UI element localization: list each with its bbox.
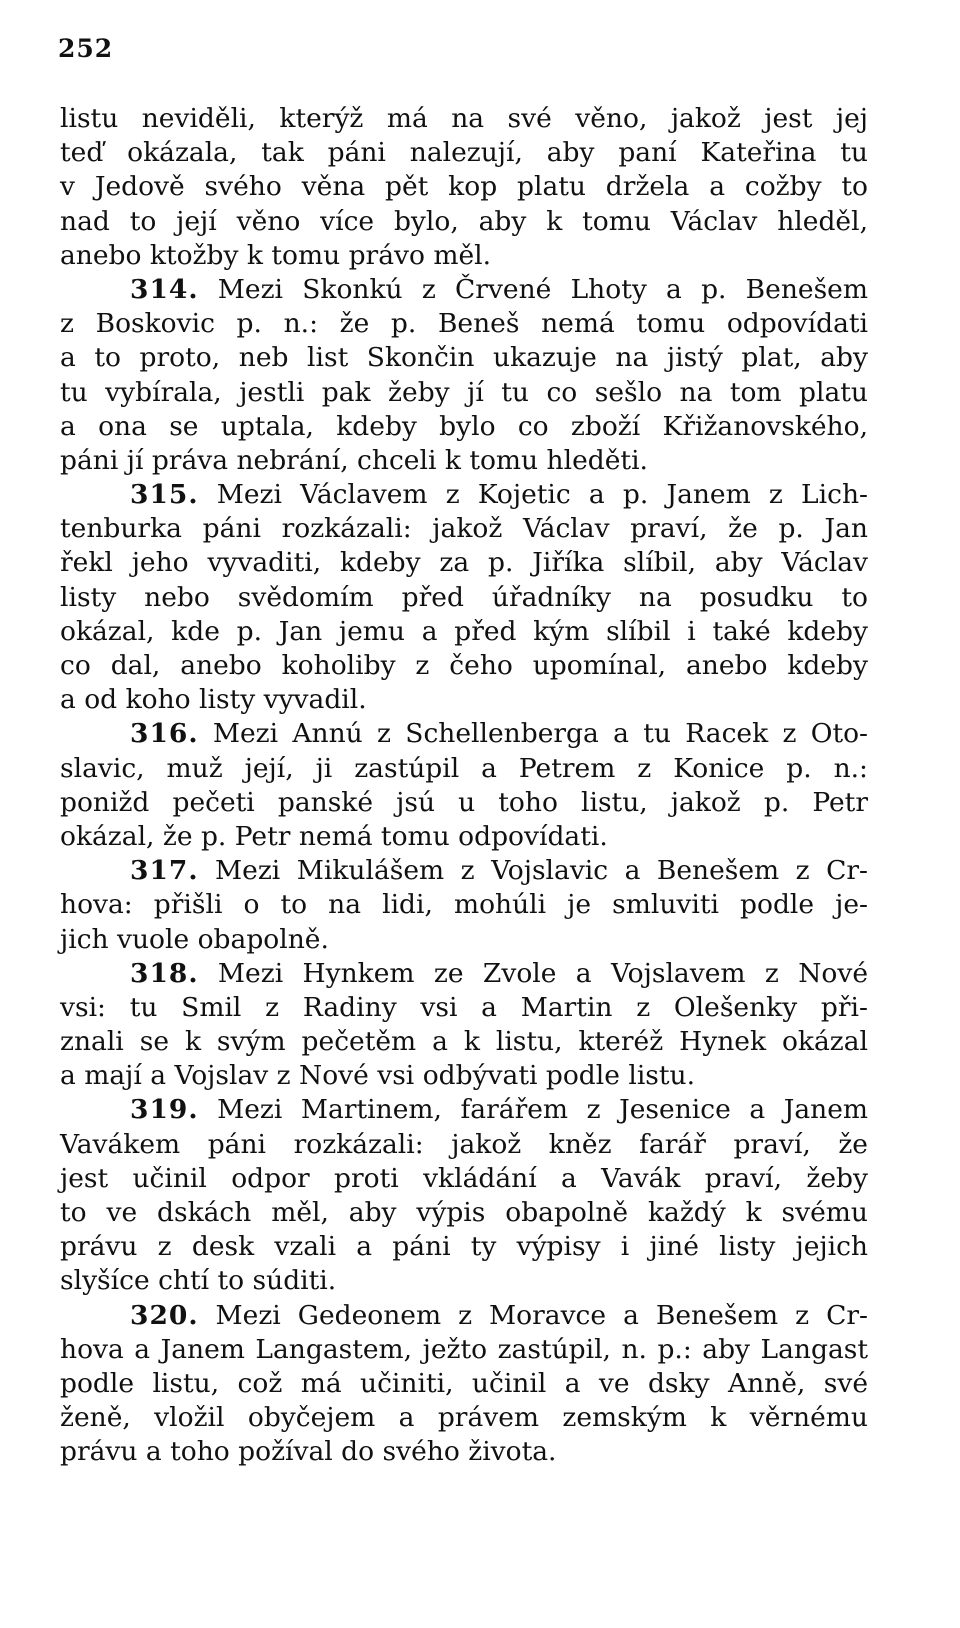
line-text: tenburka páni rozkázali: jakož Václav praví, že p. Jan [60,513,868,545]
line-text: slyšíce chtí to súditi. [60,1265,337,1297]
text-line [60,1196,868,1230]
line-text: co dal, anebo koholiby z čeho upomínal, anebo kdeby [60,650,868,681]
line-text: hova a Janem Langastem, ježto zastúpil, n. p.: aby Langast [60,1333,868,1365]
line-text: ženě, vložil obyčejem a právem zemským k věrnému [60,1402,868,1434]
line-text: a ona se uptala, kdeby bylo co zboží Křižanovského, [60,410,868,442]
text-line [60,752,868,786]
line-text: slavic, muž její, ji zastúpil a Petrem z Konice p. n.: [60,752,868,784]
entry-number: 319. [130,1094,199,1126]
line-text: Mezi Mikulášem z Vojslavic a Benešem z Cr- [198,855,868,887]
text-line [60,1128,868,1162]
line-text: jich vuole obapolně. [60,923,329,955]
text-line [60,410,868,444]
line-text: Vavákem páni rozkázali: jakož kněz farář praví, že [60,1128,868,1160]
line-text: listu neviděli, kterýž má na své věno, jakož jest jej [60,103,868,134]
line-text: právu z desk vzali a páni ty výpisy i jiné listy jejich [60,1231,868,1263]
line-text: jest učinil odpor proti vkládání a Vavák praví, žeby [60,1162,868,1194]
line-text: vsi: tu Smil z Radiny vsi a Martin z Olešenky při- [60,991,868,1023]
entry-number: 317. [130,855,199,887]
text-line [60,1401,868,1435]
text-line [60,239,868,273]
paragraph-start-line [60,273,868,307]
text-line [60,1230,868,1264]
line-text: anebo ktožby k tomu právo měl. [60,239,492,271]
text-line [60,307,868,341]
line-text: Mezi Václavem z Kojetic a p. Janem z Lich- [198,479,868,511]
text-line [60,1333,868,1367]
paragraph-start-line [60,1093,868,1127]
text-line [60,786,868,820]
line-text: Mezi Annú z Schellenberga a tu Racek z Oto- [198,718,868,750]
text-line [60,170,868,204]
text-line [60,615,868,649]
line-text: a to proto, neb list Skončin ukazuje na jistý plat, aby [60,342,868,374]
text-line [60,820,868,854]
line-text: páni jí práva nebrání, chceli k tomu hleděti. [60,444,648,476]
line-text: a od koho listy vyvadil. [60,684,367,716]
page-number: 252 [58,34,114,63]
line-text: znali se k svým pečetěm a k listu, kteréž Hynek okázal [60,1026,868,1058]
line-text: nad to její věno více bylo, aby k tomu Václav hleděl, [60,205,868,237]
entry-number: 314. [130,273,199,305]
paragraph-start-line [60,957,868,991]
text-line [60,136,868,170]
line-text: Mezi Hynkem ze Zvole a Vojslavem z Nové [198,957,868,989]
text-line [60,512,868,546]
text-line [60,1264,868,1298]
paragraph-start-line [60,717,868,751]
line-text: Mezi Skonkú z Črvené Lhoty a p. Benešem [198,273,868,305]
entry-number: 318. [130,957,199,989]
entry-number: 320. [130,1299,199,1331]
text-line [60,923,868,957]
line-text: okázal, že p. Petr nemá tomu odpovídati. [60,820,608,852]
text-line [60,205,868,239]
text-line [60,376,868,410]
text-line [60,1162,868,1196]
text-line [60,1025,868,1059]
text-line [60,649,868,683]
line-text: podle listu, což má učiniti, učinil a ve dsky Anně, své [60,1367,868,1399]
line-text: okázal, kde p. Jan jemu a před kým slíbil i také kdeby [60,615,868,647]
body-text [60,102,868,1470]
line-text: teď okázala, tak páni nalezují, aby paní Kateřina tu [60,137,868,169]
line-text: právu a toho požíval do svého života. [60,1436,557,1468]
text-line [60,683,868,717]
line-text: Mezi Martinem, farářem z Jesenice a Janem [198,1094,868,1126]
text-line [60,1367,868,1401]
text-line [60,444,868,478]
text-line [60,581,868,615]
line-text: ponižd pečeti panské jsú u toho listu, jakož p. Petr [60,786,868,818]
line-text: a mají a Vojslav z Nové vsi odbývati podle listu. [60,1060,696,1092]
text-line [60,991,868,1025]
line-text: řekl jeho vyvaditi, kdeby za p. Jiříka slíbil, aby Václav [60,547,868,579]
paragraph-start-line [60,854,868,888]
text-line [60,1059,868,1093]
text-line [60,888,868,922]
entry-number: 315. [130,479,199,511]
line-text: listy nebo svědomím před úřadníky na posudku to [60,581,868,613]
line-text: z Boskovic p. n.: že p. Beneš nemá tomu odpovídati [60,308,868,340]
line-text: v Jedově svého věna pět kop platu držela a cožby to [60,171,868,203]
text-line [60,546,868,580]
text-line [60,1435,868,1469]
line-text: tu vybírala, jestli pak žeby jí tu co sešlo na tom platu [60,376,868,408]
paragraph-start-line [60,478,868,512]
entry-number: 316. [130,718,199,750]
line-text: Mezi Gedeonem z Moravce a Benešem z Cr- [198,1299,868,1331]
line-text: to ve dskách měl, aby výpis obapolně každý k svému [60,1197,868,1228]
line-text: hova: přišli o to na lidi, mohúli je smluviti podle je- [60,889,868,921]
paragraph-start-line [60,1299,868,1333]
text-line [60,102,868,136]
text-line [60,341,868,375]
